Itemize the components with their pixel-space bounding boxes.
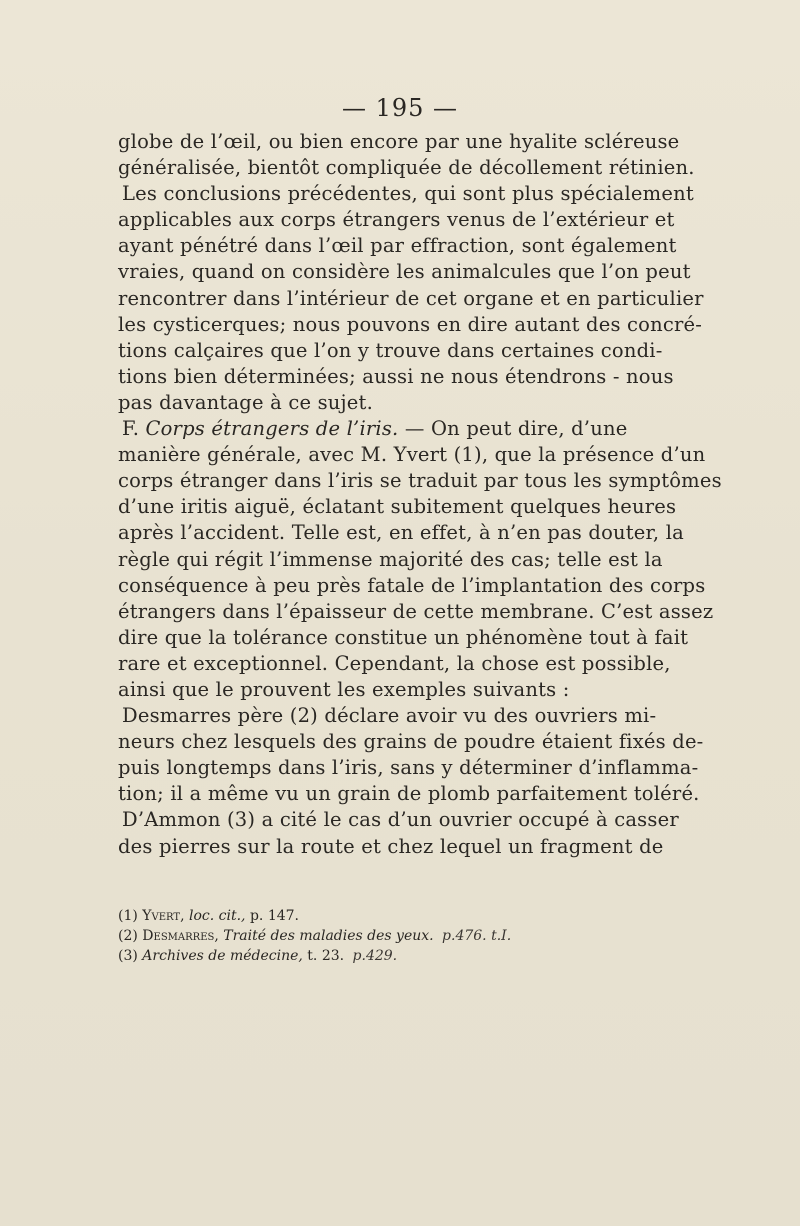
text-line: d’une iritis aiguë, éclatant subitement quelques heures [118,495,677,519]
section-title: Corps étrangers de l’iris. [145,417,399,441]
text-line: conséquence à peu près fatale de l’implantation des corps [118,573,706,597]
text-line: généralisée, bientôt compliquée de décollement rétinien. [118,156,695,180]
text-line: vraies, quand on considère les animalcules que l’on peut [118,260,691,284]
text-line: tion; il a même vu un grain de plomb parfaitement toléré. [118,782,700,806]
text-line: globe de l’œil, ou bien encore par une hyalite scléreuse [118,130,680,153]
text-line: après l’accident. Telle est, en effet, à n’en pas douter, la [118,521,684,545]
footnote [118,926,588,946]
text-line: puis longtemps dans l’iris, sans y déterminer d’inflamma- [118,756,699,780]
section-letter: F. [122,417,140,441]
text-line: — On peut dire, d’une [404,417,628,441]
footnote-author: Yvert, [142,908,185,924]
footnote-handwritten: p.429. [352,948,398,964]
text-line: corps étranger dans l’iris se traduit par tous les symptômes [118,469,722,493]
footnote-title: Traité des maladies des yeux. [223,928,434,944]
text-line: les cysticerques; nous pouvons en dire autant des concré- [118,312,703,336]
footnote [118,946,588,966]
footnote-mark: (2) [118,928,138,944]
text-line: tions bien déterminées; aussi ne nous étendrons - nous [118,364,674,388]
footnote-rest: t. 23. [307,948,345,964]
text-line: ainsi que le prouvent les exemples suivants : [118,677,570,701]
text-line: Les conclusions précédentes, qui sont plus spécialement [122,182,694,206]
text-line: rencontrer dans l’intérieur de cet organe et en particulier [118,286,704,310]
footnote-title: Archives de médecine, [142,948,303,964]
text-line: règle qui régit l’immense majorité des cas; telle est la [118,547,663,571]
text-line: pas davantage à ce sujet. [118,390,373,414]
text-line: ayant pénétré dans l’œil par effraction, sont également [118,234,677,258]
text-line: rare et exceptionnel. Cependant, la chose est possible, [118,651,671,675]
footnote-mark: (3) [118,948,138,964]
footnote-title: loc. cit., [189,908,246,924]
footnote-author: Desmarres, [142,928,219,944]
footnotes [118,906,588,966]
footnote-handwritten: p.476. t.I. [442,928,512,944]
footnote-rest: p. 147. [249,908,299,924]
text-line: applicables aux corps étrangers venus de l’extérieur et [118,208,675,232]
text-line: étrangers dans l’épaisseur de cette membrane. C’est assez [118,599,714,623]
page-number: — 195 — [341,94,459,122]
text-line: des pierres sur la route et chez lequel un fragment de [118,834,664,858]
text-line: D’Ammon (3) a cité le cas d’un ouvrier occupé à casser [122,808,679,832]
footnote-mark: (1) [118,908,138,924]
text-line: tions calçaires que l’on y trouve dans certaines condi- [118,338,663,362]
body-text [118,129,722,860]
text-line: dire que la tolérance constitue un phénomène tout à fait [118,625,689,649]
text-line: neurs chez lesquels des grains de poudre étaient fixés de- [118,730,704,754]
text-line: Desmarres père (2) déclare avoir vu des ouvriers mi- [122,704,657,728]
footnote [118,906,588,926]
text-line: manière générale, avec M. Yvert (1), que la présence d’un [118,443,706,467]
section-heading-line [118,416,628,442]
